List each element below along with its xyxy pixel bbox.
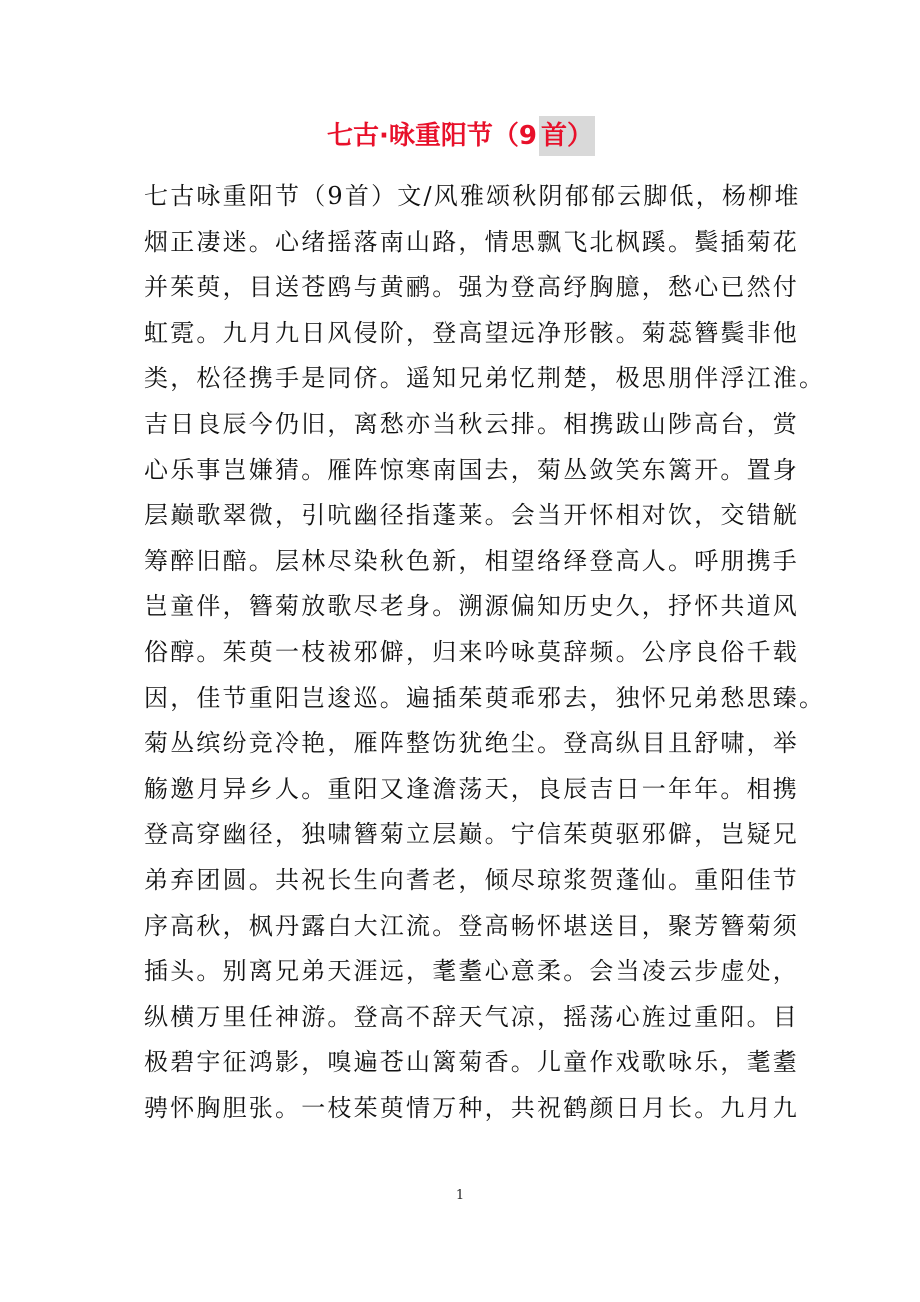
title-main: 七古·咏重阳节（9 (327, 121, 537, 151)
text-line: 层巅歌翠微，引吭幽径指蓬莱。会当开怀相对饮，交错觥 (144, 501, 799, 530)
page-title (0, 116, 920, 156)
text-line: 序高秋，枫丹露白大江流。登高畅怀堪送目，聚芳簪菊须 (144, 911, 799, 940)
text-line: 岂童伴，簪菊放歌尽老身。溯源偏知历史久，抒怀共道风 (144, 592, 799, 621)
text-line: 菊丛缤纷竞冷艳，雁阵整饬犹绝尘。登高纵目且舒啸，举 (144, 729, 799, 758)
text-line: 筹醉旧醅。层林尽染秋色新，相望络绎登高人。呼朋携手 (144, 546, 799, 575)
text-line: 因，佳节重阳岂逡巡。遍插茱萸乖邪去，独怀兄弟愁思臻。 (144, 683, 826, 712)
text-line: 并茱萸，目送苍鸥与黄鹂。强为登高纾胸臆，愁心已然付 (144, 273, 799, 302)
text-line: 俗醇。茱萸一枝袚邪僻，归来吟咏莫辞频。公序良俗千载 (144, 637, 799, 666)
text-line: 骋怀胸胆张。一枝茱萸情万种，共祝鹤颜日月长。九月九 (144, 1093, 799, 1122)
text-line: 纵横万里任神游。登高不辞天气凉，摇荡心旌过重阳。目 (144, 1002, 799, 1031)
page-number: 1 (455, 1188, 465, 1203)
poem-body (144, 174, 826, 1131)
text-line: 类，松径携手是同侪。遥知兄弟忆荆楚，极思朋伴浮江淮。 (144, 364, 826, 393)
text-line: 登高穿幽径，独啸簪菊立层巅。宁信茱萸驱邪僻，岂疑兄 (144, 820, 799, 849)
text-line: 弟弃团圆。共祝长生向耆老，倾尽琼浆贺蓬仙。重阳佳节 (144, 865, 799, 894)
text-line: 七古咏重阳节（9首）文/风雅颂秋阴郁郁云脚低，杨柳堆 (144, 182, 801, 210)
title-tail-highlighted: 首） (539, 116, 595, 156)
text-line: 烟正凄迷。心绪摇落南山路，情思飘飞北枫蹊。鬓插菊花 (144, 227, 799, 256)
text-line: 心乐事岂嫌猜。雁阵惊寒南国去，菊丛敛笑东篱开。置身 (144, 455, 799, 484)
text-line: 极碧宇征鸿影，嗅遍苍山篱菊香。儿童作戏歌咏乐，耄耋 (144, 1048, 799, 1077)
text-line: 虹霓。九月九日风侵阶，登高望远净形骸。菊蕊簪鬓非他 (144, 318, 799, 347)
text-line: 觞邀月异乡人。重阳又逢澹荡天，良辰吉日一年年。相携 (144, 774, 799, 803)
text-line: 吉日良辰今仍旧，离愁亦当秋云排。相携跋山陟高台，赏 (144, 409, 799, 438)
text-line: 插头。别离兄弟天涯远，耄耋心意柔。会当凌云步虚处， (144, 957, 799, 986)
